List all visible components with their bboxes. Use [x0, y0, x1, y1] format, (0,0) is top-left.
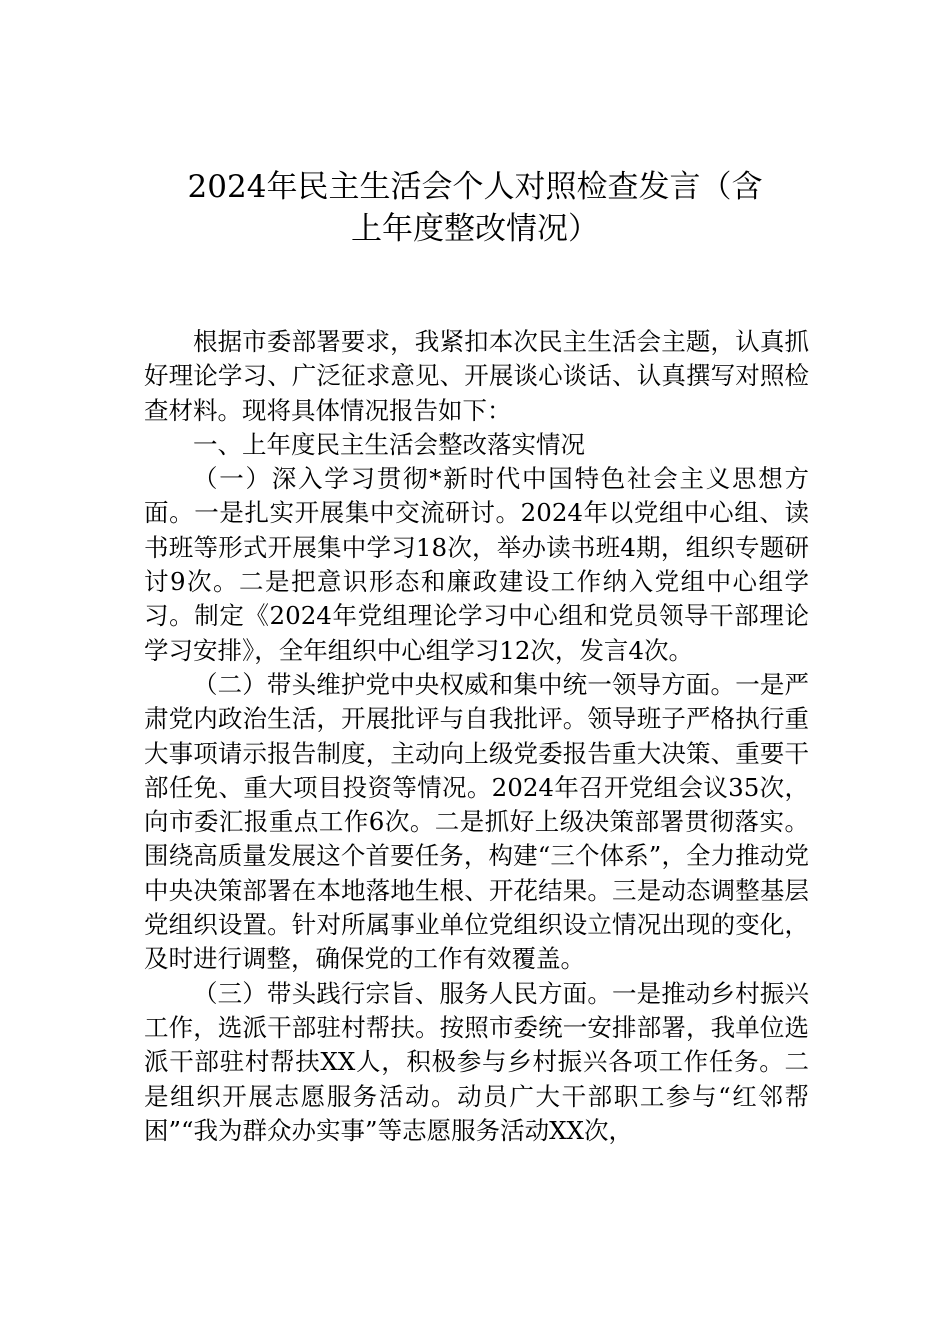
- body-paragraph: （三）带头践行宗旨、服务人民方面。一是推动乡村振兴工作，选派干部驻村帮扶。按照市委统一安排部署，我单位选派干部驻村帮扶XX人，积极参与乡村振兴各项工作任务。二是组织开展志愿服务活动。动员广大干部职工参与“红邻帮困”“我为群众办实事”等志愿服务活动XX次，: [144, 978, 809, 1145]
- body-paragraph: （一）深入学习贯彻*新时代中国特色社会主义思想方面。一是扎实开展集中交流研讨。2024年以党组中心组、读书班等形式开展集中学习18次，举办读书班4期，组织专题研讨9次。二是把意识形态和廉政建设工作纳入党组中心组学习。制定《2024年党组理论学习中心组和党员领导干部理论学习安排》，全年组织中心组学习12次，发言4次。: [144, 464, 809, 665]
- section-heading: 一、上年度民主生活会整改落实情况: [193, 429, 585, 459]
- intro-paragraph: 根据市委部署要求，我紧扣本次民主生活会主题，认真抓好理论学习、广泛征求意见、开展谈心谈话、认真撰写对照检查材料。现将具体情况报告如下：: [144, 327, 809, 425]
- document-body: [144, 325, 809, 1148]
- document-title-line-1: 2024年民主生活会个人对照检查发言（含: [187, 169, 763, 205]
- body-paragraph: （二）带头维护党中央权威和集中统一领导方面。一是严肃党内政治生活，开展批评与自我批评。领导班子严格执行重大事项请示报告制度，主动向上级党委报告重大决策、重要干部任免、重大项目投资等情况。2024年召开党组会议35次，向市委汇报重点工作6次。二是抓好上级决策部署贯彻落实。围绕高质量发展这个首要任务，构建“三个体系”，全力推动党中央决策部署在本地落地生根、开花结果。三是动态调整基层党组织设置。针对所属事业单位党组织设立情况出现的变化，及时进行调整，确保党的工作有效覆盖。: [144, 669, 809, 974]
- document-title-line-2: 上年度整改情况）: [351, 211, 599, 247]
